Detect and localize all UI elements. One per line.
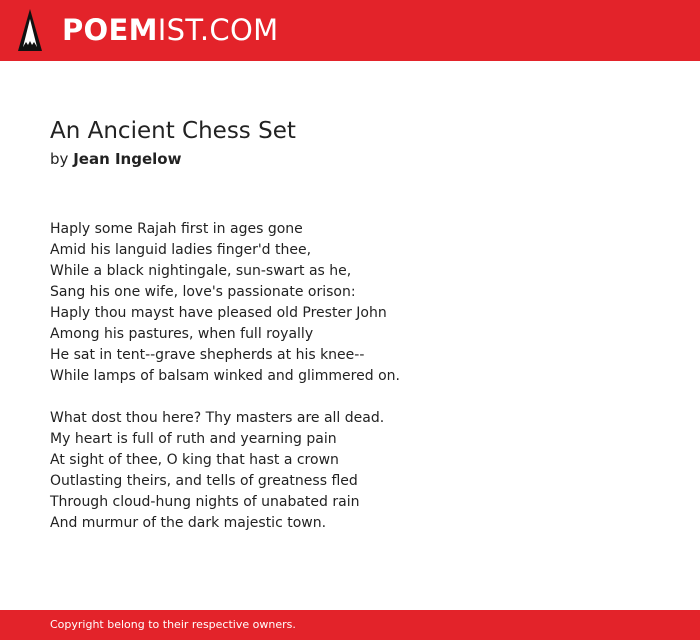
poem-line: He sat in tent--grave shepherds at his knee-- [50, 347, 365, 363]
byline [50, 148, 650, 170]
poem-line: At sight of thee, O king that hast a crown [50, 452, 339, 468]
logo-text-light: IST.COM [157, 13, 279, 47]
by-label: by [50, 150, 69, 168]
poem-title: An Ancient Chess Set [50, 118, 296, 144]
pencil-icon[interactable] [18, 9, 42, 51]
poem-line: My heart is full of ruth and yearning pain [50, 431, 337, 447]
stanza [50, 408, 650, 534]
site-footer [0, 610, 700, 640]
poem-line: Through cloud-hung nights of unabated rain [50, 494, 360, 510]
logo-text-bold: POEM [62, 13, 158, 47]
copyright-notice: Copyright belong to their respective owners. [50, 618, 296, 631]
poem-line: Outlasting theirs, and tells of greatness fled [50, 473, 358, 489]
poem-line: Amid his languid ladies finger'd thee, [50, 242, 312, 258]
stanza [50, 219, 650, 387]
poem-line: And murmur of the dark majestic town. [50, 515, 327, 531]
poem-line: While a black nightingale, sun-swart as he, [50, 263, 352, 279]
poem-content [50, 114, 650, 555]
poem-line: Haply thou mayst have pleased old Prester John [50, 305, 387, 321]
poem-body [50, 219, 650, 534]
poem-line: Among his pastures, when full royally [50, 326, 314, 342]
author-name: Jean Ingelow [73, 150, 182, 168]
poem-line: Sang his one wife, love's passionate orison: [50, 284, 356, 300]
site-header [0, 0, 700, 61]
poem-line: While lamps of balsam winked and glimmered on. [50, 368, 400, 384]
site-logo[interactable] [62, 12, 278, 48]
poem-line: What dost thou here? Thy masters are all dead. [50, 410, 385, 426]
poem-line: Haply some Rajah first in ages gone [50, 221, 303, 237]
